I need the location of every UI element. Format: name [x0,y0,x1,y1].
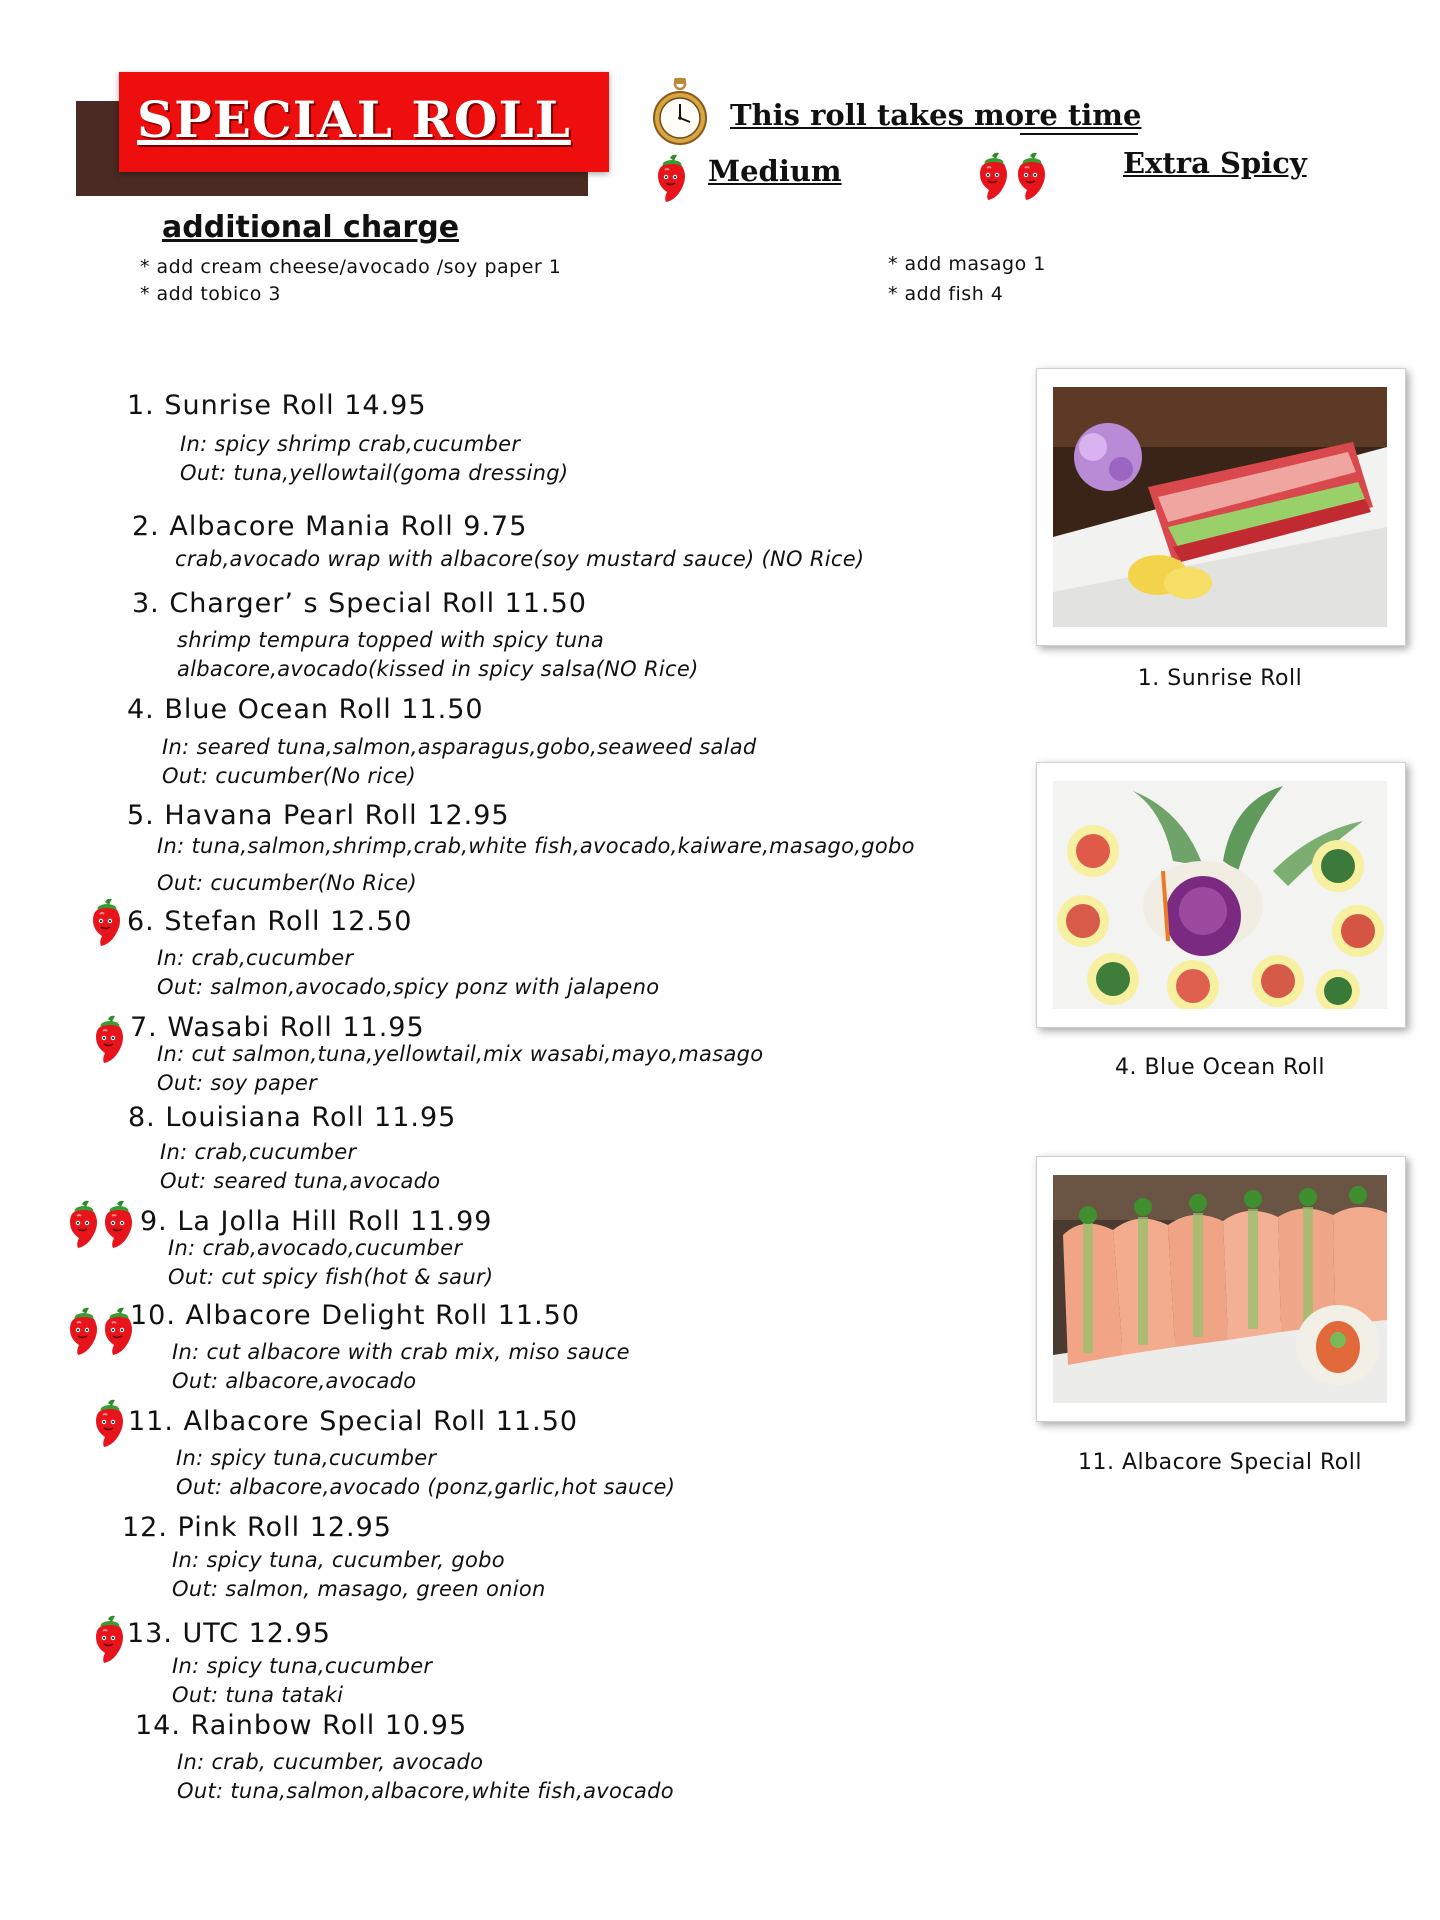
menu-item-desc: In: spicy tuna,cucumber [172,1654,433,1678]
chili-pepper-icon [650,152,694,204]
blue-ocean-roll-picture [1053,781,1387,1009]
additional-charge-title: additional charge [162,210,460,245]
chili-pepper-icon [88,1613,132,1665]
menu-item-name: 4. Blue Ocean Roll 11.50 [127,694,484,725]
menu-item-desc: In: seared tuna,salmon,asparagus,gobo,seaweed salad [162,735,757,759]
menu-item-desc: In: crab,cucumber [157,946,354,970]
clock-icon [652,76,708,148]
photo-blue-ocean-roll [1036,762,1406,1028]
menu-item-name: 14. Rainbow Roll 10.95 [135,1710,468,1741]
menu-item-desc: crab,avocado wrap with albacore(soy mustard sauce) (NO Rice) [175,547,865,571]
photo-caption: 4. Blue Ocean Roll [1114,1055,1325,1080]
legend-medium: Medium [708,154,842,188]
menu-item-name: 2. Albacore Mania Roll 9.75 [132,511,528,542]
menu-item-desc: In: cut salmon,tuna,yellowtail,mix wasabi,mayo,masago [157,1042,764,1066]
charge-item: * add tobico 3 [140,283,281,305]
charge-item: * add masago 1 [888,253,1046,275]
page-title: SPECIAL ROLL [137,90,571,149]
legend-more-time: This roll takes more time [730,98,1142,132]
menu-item-desc: Out: cut spicy fish(hot & saur) [168,1265,494,1289]
legend-underline [1020,133,1138,135]
menu-item-desc: Out: tuna,yellowtail(goma dressing) [180,461,569,485]
menu-item-name: 10. Albacore Delight Roll 11.50 [130,1300,581,1331]
chili-pepper-icon [1010,150,1054,202]
menu-item-desc: Out: salmon,avocado,spicy ponz with jalapeno [157,975,660,999]
menu-item-desc: Out: cucumber(No rice) [162,764,417,788]
menu-item-desc: In: crab,avocado,cucumber [168,1236,463,1260]
menu-item-name: 6. Stefan Roll 12.50 [127,906,413,937]
menu-item-desc: Out: salmon, masago, green onion [172,1577,546,1601]
albacore-special-roll-picture [1053,1175,1387,1403]
charge-item: * add cream cheese/avocado /soy paper 1 [140,256,562,278]
chili-pepper-icon [88,1013,132,1065]
menu-item-name: 12. Pink Roll 12.95 [122,1512,392,1543]
menu-item-name: 8. Louisiana Roll 11.95 [128,1102,457,1133]
charge-item: * add fish 4 [888,283,1004,305]
chili-pepper-icon [97,1198,141,1250]
menu-item-desc: In: spicy shrimp crab,cucumber [180,432,521,456]
menu-item-name: 11. Albacore Special Roll 11.50 [128,1406,579,1437]
menu-item-desc: In: spicy tuna, cucumber, gobo [172,1548,505,1572]
menu-item-desc: In: crab,cucumber [160,1140,357,1164]
photo-caption: 11. Albacore Special Roll [1078,1450,1362,1475]
menu-item-desc: Out: soy paper [157,1071,317,1095]
menu-item-desc: albacore,avocado(kissed in spicy salsa(NO Rice) [177,657,699,681]
menu-item-name: 9. La Jolla Hill Roll 11.99 [140,1206,493,1237]
menu-item-desc: Out: tuna tataki [172,1683,344,1707]
menu-item-desc: In: spicy tuna,cucumber [176,1446,437,1470]
chili-pepper-icon [85,896,129,948]
menu-item-name: 13. UTC 12.95 [127,1618,331,1649]
menu-item-desc: Out: albacore,avocado (ponz,garlic,hot sauce) [176,1475,676,1499]
title-banner [119,72,609,172]
photo-sunrise-roll [1036,368,1406,646]
menu-item-desc: Out: seared tuna,avocado [160,1169,441,1193]
menu-item-name: 3. Charger’ s Special Roll 11.50 [132,588,587,619]
sunrise-roll-picture [1053,387,1387,627]
menu-item-desc: Out: cucumber(No Rice) [157,871,417,895]
menu-item-desc: Out: albacore,avocado [172,1369,417,1393]
menu-item-name: 1. Sunrise Roll 14.95 [127,390,427,421]
menu-item-name: 7. Wasabi Roll 11.95 [130,1012,425,1043]
menu-item-desc: In: crab, cucumber, avocado [177,1750,484,1774]
photo-caption: 1. Sunrise Roll [1137,666,1303,691]
legend-extra-spicy: Extra Spicy [1123,146,1307,180]
photo-albacore-special-roll [1036,1156,1406,1422]
menu-item-name: 5. Havana Pearl Roll 12.95 [127,800,510,831]
chili-pepper-icon [88,1397,132,1449]
menu-item-desc: In: cut albacore with crab mix, miso sauce [172,1340,630,1364]
menu-item-desc: Out: tuna,salmon,albacore,white fish,avocado [177,1779,674,1803]
menu-item-desc: In: tuna,salmon,shrimp,crab,white fish,avocado,kaiware,masago,gobo [157,834,915,858]
menu-item-desc: shrimp tempura topped with spicy tuna [177,628,605,652]
